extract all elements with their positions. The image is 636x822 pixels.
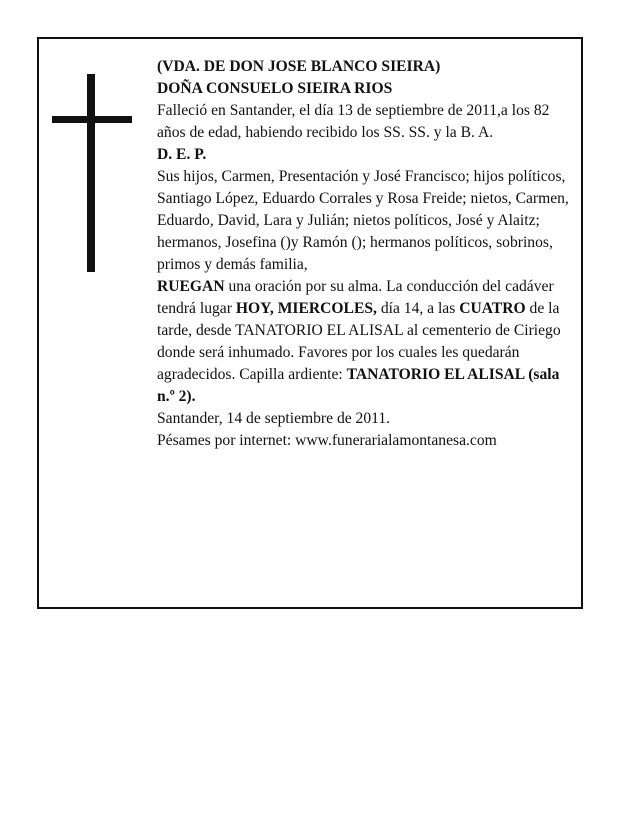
deceased-name: DOÑA CONSUELO SIEIRA RIOS: [157, 80, 393, 97]
request-text-1: una oración por su alma. La conducción del cadáver tendrá lugar: [157, 278, 554, 317]
hoy-text: HOY, MIERCOLES,: [235, 300, 377, 317]
request-text-2: día 14, a las: [376, 300, 460, 317]
request-paragraph: [157, 276, 577, 408]
dep-label: D. E. P.: [157, 146, 207, 163]
place-date: Santander, 14 de septiembre de 2011.: [157, 410, 391, 427]
cuatro-text: CUATRO: [459, 300, 526, 317]
header-line-1: (VDA. DE DON JOSE BLANCO SIEIRA): [157, 58, 441, 75]
tanatorio-text: TANATORIO EL ALISAL (sala n.º 2).: [157, 366, 560, 405]
cross-icon: [87, 74, 95, 272]
death-notice: Falleció en Santander, el día 13 de septiembre de 2011,a los 82 años de edad, habiendo recibido los SS. SS. y la B. A.: [157, 102, 550, 141]
cross-icon-bar: [52, 116, 132, 123]
request-text-3: de la tarde, desde TANATORIO EL ALISAL al cementerio de Ciriego donde será inhumado. Favores por los cuales les quedarán agradecidos. Capilla ardiente:: [157, 300, 561, 383]
family-list: Sus hijos, Carmen, Presentación y José Francisco; hijos políticos, Santiago López, Eduardo Corrales y Rosa Freide; nietos, Carmen, Eduardo, David, Lara y Julián; nietos políticos, José y Alaitz; hermanos, Josefina ()y Ramón (); hermanos políticos, sobrinos, primos y demás familia,: [157, 168, 569, 273]
ruegan-text: RUEGAN: [157, 278, 225, 295]
notice-content: [157, 56, 577, 452]
condolences-line: Pésames por internet: www.funerarialamontanesa.com: [157, 432, 497, 449]
